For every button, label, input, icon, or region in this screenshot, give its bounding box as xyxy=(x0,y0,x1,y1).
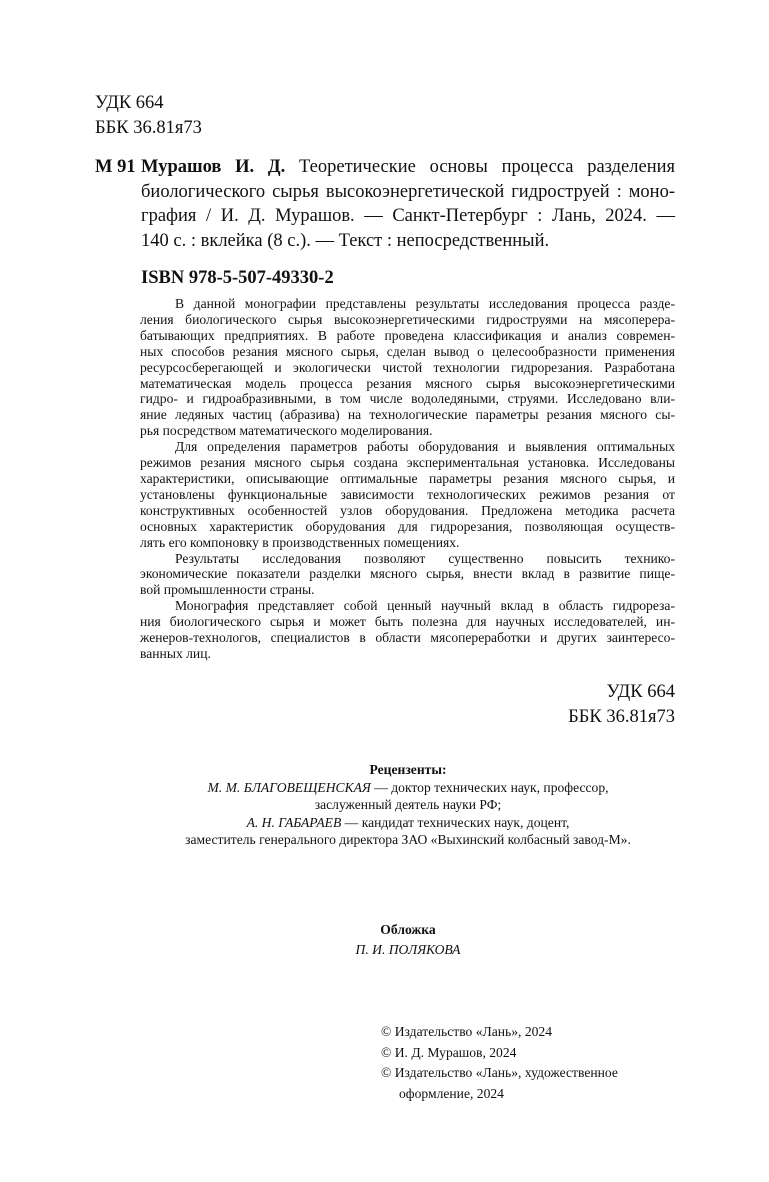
abstract-line: гидро- и гидроабразивными, в том числе водоледяными, струями. Исследовано вли- xyxy=(140,391,675,407)
reviewer-title: заслуженный деятель науки РФ; xyxy=(314,797,502,812)
cover-credit xyxy=(300,920,516,960)
cover-title: Обложка xyxy=(380,922,436,937)
author-mark: М 91 xyxy=(95,157,136,177)
biblio-line: биологического сырья высокоэнергетической гидроструей : моно- xyxy=(141,181,675,202)
abstract-line: конструктивных особенностей узлов оборудования. Предложена методика расчета xyxy=(140,502,675,518)
bbk-code: ББК 36.81я73 xyxy=(95,117,202,138)
cover-designer: П. И. ПОЛЯКОВА xyxy=(355,942,461,957)
abstract-line: Результаты исследования позволяют существенно повысить технико- xyxy=(175,550,675,566)
reviewer-name: М. М. БЛАГОВЕЩЕНСКАЯ xyxy=(207,779,371,795)
abstract-line: основных характеристик оборудования для гидрорезания, позволяющая осуществ- xyxy=(140,518,675,534)
abstract-line: ления биологического сырья высокоэнергетическими гидроструями на мясоперера- xyxy=(140,311,675,327)
abstract-line: экономические показатели разделки мясного сырья, внести вклад в развитие пище- xyxy=(140,566,675,582)
copyright-line: © Издательство «Лань», 2024 xyxy=(381,1024,553,1039)
reviewers xyxy=(100,761,716,849)
reviewer-title: — доктор технических наук, профессор, xyxy=(370,779,609,795)
abstract-line: Для определения параметров работы оборудования и выявления оптимальных xyxy=(175,439,675,455)
abstract xyxy=(140,296,675,662)
reviewer-title: заместитель генерального директора ЗАО «Выхинский колбасный завод-М». xyxy=(185,832,631,847)
copyright xyxy=(381,1022,618,1104)
isbn: ISBN 978-5-507-49330-2 xyxy=(141,268,334,288)
copyright-line: оформление, 2024 xyxy=(399,1085,504,1101)
abstract-line: ванных лиц. xyxy=(140,645,211,661)
biblio-line-1 xyxy=(95,155,675,180)
biblio-line: графия / И. Д. Мурашов. — Санкт-Петербург : Лань, 2024. — xyxy=(141,206,675,226)
abstract-line: В данной монографии представлены результаты исследования процесса разде- xyxy=(175,296,675,311)
udk-code: УДК 664 xyxy=(606,682,675,702)
copyright-line: © Издательство «Лань», художественное xyxy=(381,1065,618,1080)
abstract-line: яние ледяных частиц (абразива) на технологические параметры резания мясного сы- xyxy=(140,407,675,423)
bibliographic-record xyxy=(95,155,675,291)
abstract-line: ния биологического сырья и может быть полезна для научных исследователей, ин- xyxy=(140,614,675,630)
copyright-line: © И. Д. Мурашов, 2024 xyxy=(381,1044,517,1060)
abstract-line: лять его компоновку в производственных помещениях. xyxy=(140,534,460,550)
biblio-line: 140 с. : вклейка (8 с.). — Текст : непосредственный. xyxy=(141,230,550,251)
abstract-line: ресурсосберегающей и экологически чистой технологии гидрорезания. Разработана xyxy=(140,359,675,375)
abstract-line: женеров-технологов, специалистов в области мясопереработки и других заинтересо- xyxy=(140,630,675,646)
abstract-line: ных способов резания мясного сырья, сделан вывод о целесообразности применения xyxy=(140,343,675,359)
reviewers-title: Рецензенты: xyxy=(369,762,447,777)
udk-header xyxy=(95,91,202,140)
udk-code: УДК 664 xyxy=(95,93,164,113)
abstract-line: Монография представляет собой ценный научный вклад в область гидрореза- xyxy=(175,598,675,614)
abstract-line: рья посредством математического моделирования. xyxy=(140,423,433,439)
abstract-line: режимов резания мясного сырья создана экспериментальная установка. Исследованы xyxy=(140,455,675,471)
author: Мурашов И. Д. xyxy=(141,157,286,177)
abstract-line: характеристики, описывающие оптимальные параметры резания мясного сырья, и xyxy=(140,470,675,486)
bbk-code: ББК 36.81я73 xyxy=(568,706,675,727)
reviewer-name: А. Н. ГАБАРАЕВ xyxy=(246,814,342,830)
reviewer-title: — кандидат технических наук, доцент, xyxy=(341,814,570,830)
abstract-line: батывающих предприятиях. В работе проведена классификация и анализ современ- xyxy=(140,327,675,343)
abstract-line: математическая модель процесса резания мясного сырья высокоэнергетическими xyxy=(140,375,675,391)
abstract-line: установлены функциональные зависимости технологических режимов резания от xyxy=(140,486,675,502)
udk-footer xyxy=(568,680,675,729)
abstract-line: вой промышленности страны. xyxy=(140,582,315,598)
title-text: Теоретические основы процесса разделения xyxy=(285,157,675,177)
